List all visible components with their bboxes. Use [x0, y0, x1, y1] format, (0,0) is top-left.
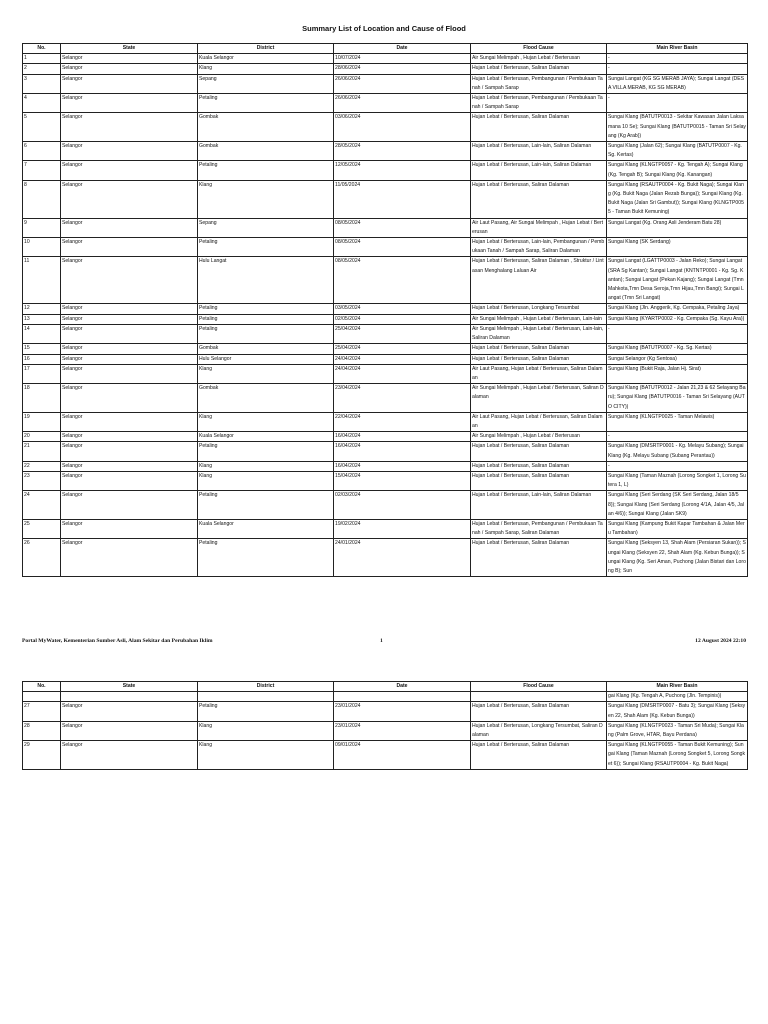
cell-state: Selangor [61, 461, 198, 471]
cell-state: Selangor [61, 94, 198, 113]
cell-district: Petaling [198, 314, 334, 324]
table-row [23, 432, 748, 442]
cell-state: Selangor [61, 257, 198, 304]
cell-river-basin: Sungai Klang (Jalan 62); Sungai Klang (BATUTP0007 - Kg. Sg. Kertas) [607, 142, 748, 161]
cell-flood-cause: Hujan Lebat / Berterusan, Saliran Dalaman [471, 741, 607, 770]
document-title: Summary List of Location and Cause of Flood [302, 24, 466, 33]
cell-flood-cause: Air Sungai Melimpah , Hujan Lebat / Berterusan, Lain-lain [471, 314, 607, 324]
cell-flood-cause: Hujan Lebat / Berterusan, Saliran Dalaman , Struktur / Lintasan Menghalang Laluan Air [471, 257, 607, 304]
table-row [23, 94, 748, 113]
cell-flood-cause: Hujan Lebat / Berterusan, Saliran Dalaman [471, 461, 607, 471]
table-row [23, 113, 748, 142]
table-row [23, 384, 748, 413]
cell-date: 23/01/2024 [334, 721, 471, 740]
cell-no: 16 [23, 354, 61, 364]
cell-flood-cause: Hujan Lebat / Berterusan, Saliran Dalaman [471, 539, 607, 577]
cell-date: 08/05/2024 [334, 257, 471, 304]
cell-date: 24/04/2024 [334, 354, 471, 364]
header-district: District [198, 44, 334, 54]
table-row [23, 304, 748, 314]
cell-no: 12 [23, 304, 61, 314]
cell-flood-cause: Air Sungai Melimpah , Hujan Lebat / Berterusan, Saliran Dalaman [471, 384, 607, 413]
table-row [23, 519, 748, 538]
cell-district: Klang [198, 461, 334, 471]
cell-date: 10/07/2024 [334, 54, 471, 64]
continuation-cell: gai Klang (Kg. Tengah A, Puchong (Jln. Tempinis)) [607, 692, 748, 702]
cell-flood-cause: Hujan Lebat / Berterusan, Saliran Dalaman [471, 344, 607, 354]
header-main-river-basin: Main River Basin [607, 682, 748, 692]
cell-river-basin: - [607, 54, 748, 64]
cell-flood-cause: Hujan Lebat / Berterusan, Saliran Dalaman [471, 113, 607, 142]
cell-district: Klang [198, 471, 334, 490]
header-date: Date [334, 682, 471, 692]
cell-date: 16/04/2024 [334, 442, 471, 461]
cell-state: Selangor [61, 324, 198, 343]
cell-district: Hulu Langat [198, 257, 334, 304]
cell-no: 27 [23, 702, 61, 721]
continuation-row [23, 692, 748, 702]
cell-flood-cause: Hujan Lebat / Berterusan, Saliran Dalaman [471, 702, 607, 721]
cell-river-basin: Sungai Klang (KLNGTP0057 - Kg. Tengah A); Sungai Klang (Kg. Tengah B); Sungai Klang (Kg. Kanangan) [607, 161, 748, 180]
cell-no: 19 [23, 412, 61, 431]
cell-flood-cause: Hujan Lebat / Berterusan, Pembangunan / Pembukaan Tanah / Sampah Sarap, Saliran Dalaman [471, 519, 607, 538]
cell-no: 25 [23, 519, 61, 538]
cell-district: Hulu Selangor [198, 354, 334, 364]
cell-river-basin: Sungai Klang (KLNGTP0025 - Taman Melawis) [607, 412, 748, 431]
cell-district: Petaling [198, 238, 334, 257]
cell-no: 13 [23, 314, 61, 324]
cell-state: Selangor [61, 180, 198, 218]
cell-river-basin: - [607, 461, 748, 471]
cell-date: 25/04/2024 [334, 324, 471, 343]
cell-state: Selangor [61, 74, 198, 93]
cell-river-basin: Sungai Klang (Bukit Raja, Jalan Hj. Sirat) [607, 364, 748, 383]
table-row [23, 461, 748, 471]
table-row [23, 74, 748, 93]
cell-district: Klang [198, 64, 334, 74]
cell-river-basin: Sungai Klang (BATUTP0013 - Sekitar Kawasan Jalan Laksamana 10 Se); Sungai Klang (BATUTP0015 - Taman Sri Selayang (Kg Arab)) [607, 113, 748, 142]
cell-district: Petaling [198, 702, 334, 721]
cell-no: 26 [23, 539, 61, 577]
cell-river-basin: - [607, 64, 748, 74]
cell-district: Klang [198, 364, 334, 383]
cell-no: 11 [23, 257, 61, 304]
cell-no: 6 [23, 142, 61, 161]
cell-no: 7 [23, 161, 61, 180]
cell-flood-cause: Hujan Lebat / Berterusan, Saliran Dalaman [471, 354, 607, 364]
cell-no: 10 [23, 238, 61, 257]
cell-district: Kuala Selangor [198, 519, 334, 538]
cell-state: Selangor [61, 519, 198, 538]
cell-river-basin: Sungai Klang (KYARTP0002 - Kg. Cempaka (Sg. Kayu Ara)) [607, 314, 748, 324]
header-flood-cause: Flood Cause [471, 682, 607, 692]
flood-table-page-1 [22, 43, 748, 577]
header-no: No. [23, 44, 61, 54]
cell-state: Selangor [61, 218, 198, 237]
table-row [23, 702, 748, 721]
cell-river-basin: Sungai Langat (KG SG MERAB JAYA); Sungai Langat (DESA VILLA MERAB, KG SG MERAB) [607, 74, 748, 93]
cell-river-basin: Sungai Klang (Seri Serdang (SK Seri Serdang, Jalan 18/58)); Sungai Klang (Seri Serdang (Lorong 4/1A, Jalan 4/5, Jalan 4/6)); Sungai Klang (Jalan SK9) [607, 491, 748, 520]
cell-district: Petaling [198, 161, 334, 180]
cell-no: 9 [23, 218, 61, 237]
cell-flood-cause: Air Laut Pasang, Air Sungai Melimpah , Hujan Lebat / Berterusan [471, 218, 607, 237]
table-row [23, 442, 748, 461]
cell-flood-cause: Hujan Lebat / Berterusan, Longkang Tersumbat [471, 304, 607, 314]
cell-district: Klang [198, 721, 334, 740]
cell-date: 26/06/2024 [334, 94, 471, 113]
cell-state: Selangor [61, 364, 198, 383]
cell-river-basin: Sungai Klang (BATUTP0012 - Jalan 21,23 & 62 Selayang Baru); Sungai Klang (BATUTP0016 - Taman Sri Selayang (AUTO CITY)) [607, 384, 748, 413]
cell-state: Selangor [61, 304, 198, 314]
cell-district: Petaling [198, 324, 334, 343]
cell-date: 25/04/2024 [334, 344, 471, 354]
cell-state: Selangor [61, 113, 198, 142]
cell-state: Selangor [61, 142, 198, 161]
table-row [23, 238, 748, 257]
cell-state: Selangor [61, 412, 198, 431]
table-row [23, 471, 748, 490]
table-row [23, 161, 748, 180]
cell-no: 20 [23, 432, 61, 442]
cell-date: 11/05/2024 [334, 180, 471, 218]
table-header-row [23, 682, 748, 692]
cell-district: Petaling [198, 491, 334, 520]
cell-state: Selangor [61, 384, 198, 413]
cell-state: Selangor [61, 471, 198, 490]
cell-date: 08/05/2024 [334, 218, 471, 237]
cell-no: 15 [23, 344, 61, 354]
cell-date: 16/04/2024 [334, 432, 471, 442]
cell-river-basin: Sungai Selangor (Kg Sentosa) [607, 354, 748, 364]
cell-state: Selangor [61, 314, 198, 324]
cell-flood-cause: Air Sungai Melimpah , Hujan Lebat / Berterusan, Lain-lain, Saliran Dalaman [471, 324, 607, 343]
table-row [23, 344, 748, 354]
header-flood-cause: Flood Cause [471, 44, 607, 54]
cell-river-basin: - [607, 324, 748, 343]
cell-date: 23/04/2024 [334, 384, 471, 413]
table-row [23, 741, 748, 770]
cell-river-basin: - [607, 432, 748, 442]
table-row [23, 491, 748, 520]
header-state: State [61, 44, 198, 54]
cell-date: 03/05/2024 [334, 304, 471, 314]
cell-no: 5 [23, 113, 61, 142]
cell-district: Gombak [198, 384, 334, 413]
cell-date: 12/05/2024 [334, 161, 471, 180]
footer-source: Portal MyWater, Kementerian Sumber Asli, Alam Sekitar dan Perubahan Iklim [22, 638, 213, 644]
cell-district: Klang [198, 180, 334, 218]
cell-state: Selangor [61, 741, 198, 770]
cell-state: Selangor [61, 442, 198, 461]
cell-no: 24 [23, 491, 61, 520]
table-row [23, 412, 748, 431]
cell-flood-cause: Air Laut Pasang, Hujan Lebat / Berterusan, Saliran Dalaman [471, 364, 607, 383]
header-district: District [198, 682, 334, 692]
cell-river-basin: Sungai Langat (LGATTP0003 - Jalan Reko); Sungai Langat (SRA Sg Kantan); Sungai Langat (KNTNTP0001 - Kg. Sg. Kantan); Sungai Langat (Pekan Kajang); Sungai Langat (Tmn Mahkota,Tmn Desa Seroja,Tmn Hijau,Tmn Bangi); Sungai Langat (Tmn Sri Langat) [607, 257, 748, 304]
table-row [23, 354, 748, 364]
table-row [23, 257, 748, 304]
cell-no: 28 [23, 721, 61, 740]
cell-district: Klang [198, 412, 334, 431]
table-row [23, 324, 748, 343]
footer-page-number: 1 [380, 638, 383, 644]
table-row [23, 721, 748, 740]
cell-district: Petaling [198, 94, 334, 113]
cell-flood-cause: Hujan Lebat / Berterusan, Saliran Dalaman [471, 180, 607, 218]
cell-district: Sepang [198, 74, 334, 93]
cell-no: 4 [23, 94, 61, 113]
cell-state: Selangor [61, 539, 198, 577]
cell-flood-cause: Air Sungai Melimpah , Hujan Lebat / Berterusan [471, 54, 607, 64]
cell-flood-cause: Hujan Lebat / Berterusan, Pembangunan / Pembukaan Tanah / Sampah Sarap [471, 74, 607, 93]
cell-flood-cause: Hujan Lebat / Berterusan, Saliran Dalaman [471, 471, 607, 490]
cell-flood-cause: Hujan Lebat / Berterusan, Saliran Dalaman [471, 64, 607, 74]
cell-no: 8 [23, 180, 61, 218]
cell-no: 2 [23, 64, 61, 74]
cell-district: Gombak [198, 142, 334, 161]
cell-state: Selangor [61, 702, 198, 721]
cell-river-basin: Sungai Klang (Kampung Bukit Kapar Tambahan & Jalan Meru Tambahan) [607, 519, 748, 538]
cell-flood-cause: Hujan Lebat / Berterusan, Lain-lain, Pembangunan / Pembukaan Tanah / Sampah Sarap, Saliran Dalaman [471, 238, 607, 257]
cell-river-basin: Sungai Klang (DMSRTP0001 - Kg. Melayu Subang); Sungai Klang (Kg. Melayu Subang (Subang Perantau)) [607, 442, 748, 461]
table-row [23, 314, 748, 324]
cell-flood-cause: Hujan Lebat / Berterusan, Saliran Dalaman [471, 442, 607, 461]
cell-date: 28/06/2024 [334, 64, 471, 74]
cell-date: 16/04/2024 [334, 461, 471, 471]
cell-river-basin: Sungai Langat (Kg. Orang Asli Jenderam Batu 28) [607, 218, 748, 237]
cell-no: 18 [23, 384, 61, 413]
header-date: Date [334, 44, 471, 54]
cell-state: Selangor [61, 354, 198, 364]
cell-state: Selangor [61, 721, 198, 740]
cell-flood-cause: Air Sungai Melimpah , Hujan Lebat / Berterusan [471, 432, 607, 442]
cell-river-basin: - [607, 94, 748, 113]
cell-river-basin: Sungai Klang (DMSRTP0007 - Batu 3); Sungai Klang (Seksyen 22, Shah Alam (Kg. Kebun Bunga)) [607, 702, 748, 721]
cell-river-basin: Sungai Klang (KLNGTP0023 - Taman Sri Muda); Sungai Klang (Palm Grove, HTAR, Bayu Perdana) [607, 721, 748, 740]
cell-date: 26/06/2024 [334, 74, 471, 93]
table-row [23, 218, 748, 237]
table-header-row [23, 44, 748, 54]
cell-state: Selangor [61, 64, 198, 74]
cell-flood-cause: Hujan Lebat / Berterusan, Lain-lain, Saliran Dalaman [471, 142, 607, 161]
cell-flood-cause: Air Laut Pasang, Hujan Lebat / Berterusan, Saliran Dalaman [471, 412, 607, 431]
cell-district: Petaling [198, 442, 334, 461]
cell-state: Selangor [61, 491, 198, 520]
cell-flood-cause: Hujan Lebat / Berterusan, Lain-lain, Saliran Dalaman [471, 491, 607, 520]
table-row [23, 54, 748, 64]
cell-date: 03/06/2024 [334, 113, 471, 142]
cell-district: Kuala Selangor [198, 54, 334, 64]
cell-date: 09/01/2024 [334, 741, 471, 770]
cell-river-basin: Sungai Klang (SK Serdang) [607, 238, 748, 257]
cell-date: 24/04/2024 [334, 364, 471, 383]
header-no: No. [23, 682, 61, 692]
cell-no: 21 [23, 442, 61, 461]
table-row [23, 64, 748, 74]
cell-no: 23 [23, 471, 61, 490]
cell-date: 08/05/2024 [334, 238, 471, 257]
cell-date: 22/04/2024 [334, 412, 471, 431]
cell-river-basin: Sungai Klang (Jln. Anggerik, Kg. Cempaka, Petaling Jaya) [607, 304, 748, 314]
cell-date: 23/01/2024 [334, 702, 471, 721]
cell-district: Petaling [198, 539, 334, 577]
cell-no: 14 [23, 324, 61, 343]
cell-date: 24/01/2024 [334, 539, 471, 577]
cell-state: Selangor [61, 432, 198, 442]
cell-district: Kuala Selangor [198, 432, 334, 442]
cell-no: 22 [23, 461, 61, 471]
cell-no: 1 [23, 54, 61, 64]
table-row [23, 180, 748, 218]
cell-date: 15/04/2024 [334, 471, 471, 490]
cell-date: 02/03/2024 [334, 491, 471, 520]
cell-river-basin: Sungai Klang (BATUTP0007 - Kg. Sg. Kertas) [607, 344, 748, 354]
cell-river-basin: Sungai Klang (RSAUTP0004 - Kg. Bukit Naga); Sungai Klang (Kg. Bukit Naga (Jalan Rezab Bunga)); Sungai Klang (Kg. Bukit Naga (Jalan Sri Gambut)); Sungai Klang (KLNGTP0055 - Taman Bukit Kemuning) [607, 180, 748, 218]
cell-state: Selangor [61, 161, 198, 180]
header-state: State [61, 682, 198, 692]
cell-date: 19/02/2024 [334, 519, 471, 538]
cell-no: 3 [23, 74, 61, 93]
cell-district: Klang [198, 741, 334, 770]
footer-timestamp: 12 August 2024 22:10 [695, 638, 746, 644]
cell-date: 02/05/2024 [334, 314, 471, 324]
cell-flood-cause: Hujan Lebat / Berterusan, Pembangunan / Pembukaan Tanah / Sampah Sarap [471, 94, 607, 113]
table-row [23, 142, 748, 161]
cell-river-basin: Sungai Klang (Taman Maznah (Lorong Songket 1, Lorong Sutera 1, L) [607, 471, 748, 490]
cell-river-basin: Sungai Klang (KLNGTP0055 - Taman Bukit Kemuning); Sungai Klang (Taman Maznah (Lorong Songket 5, Lorong Songket 6)); Sungai Klang (RSAUTP0004 - Kg. Bukit Naga) [607, 741, 748, 770]
cell-state: Selangor [61, 238, 198, 257]
cell-district: Gombak [198, 113, 334, 142]
cell-district: Gombak [198, 344, 334, 354]
header-main-river-basin: Main River Basin [607, 44, 748, 54]
cell-district: Sepang [198, 218, 334, 237]
cell-no: 17 [23, 364, 61, 383]
cell-flood-cause: Hujan Lebat / Berterusan, Lain-lain, Saliran Dalaman [471, 161, 607, 180]
cell-no: 29 [23, 741, 61, 770]
cell-state: Selangor [61, 54, 198, 64]
cell-flood-cause: Hujan Lebat / Berterusan, Longkang Tersumbat, Saliran Dalaman [471, 721, 607, 740]
cell-river-basin: Sungai Klang (Seksyen 13, Shah Alam (Persiaran Sukan)); Sungai Klang (Seksyen 22, Shah Alam (Kg. Kebun Bunga)); Sungai Klang (Kg. Seri Aman, Puchong (Jalan Bistari dan Lorong B); Sun [607, 539, 748, 577]
table-row [23, 364, 748, 383]
cell-state: Selangor [61, 344, 198, 354]
flood-table-page-2 [22, 681, 748, 770]
cell-date: 28/05/2024 [334, 142, 471, 161]
cell-district: Petaling [198, 304, 334, 314]
table-row [23, 539, 748, 577]
